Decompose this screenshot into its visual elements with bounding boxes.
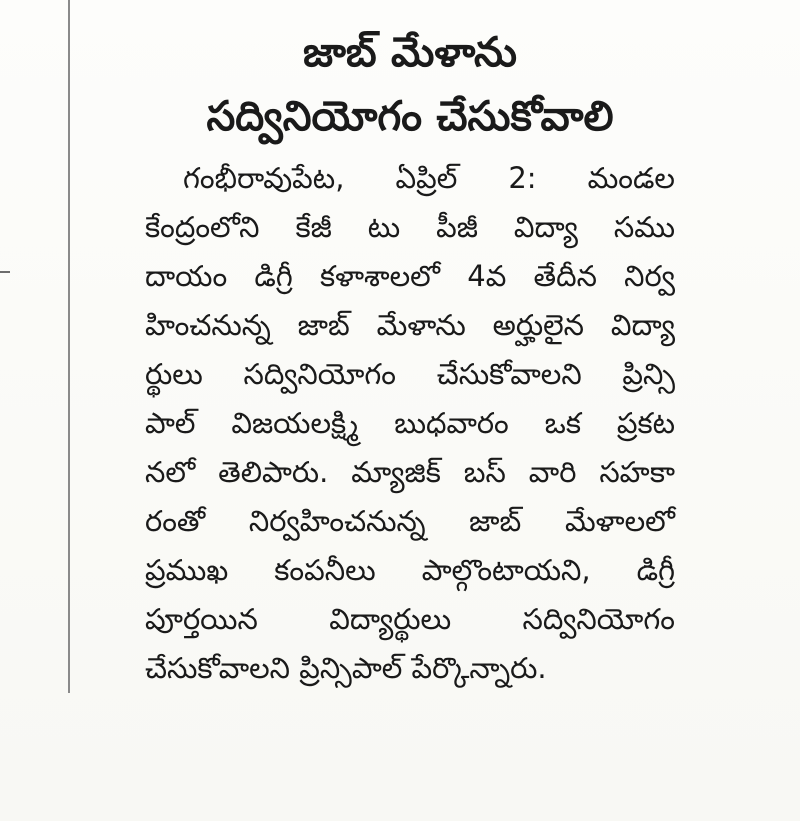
body-line: ప్రముఖ కంపనీలు పాల్గొంటాయని, డిగ్రీ	[145, 553, 675, 587]
body-line: గంభీరావుపేట, ఏప్రిల్ 2: మండల	[183, 161, 675, 195]
body-line: నలో తెలిపారు. మ్యాజిక్ బస్ వారి సహకా	[145, 455, 675, 489]
body-line: పూర్తయిన విద్యార్థులు సద్వినియోగం	[145, 602, 675, 636]
headline-line-1: జాబ్ మేళాను	[303, 28, 517, 76]
body-line: హించనున్న జాబ్ మేళాను అర్హులైన విద్యా	[145, 308, 675, 342]
headline-line-2: సద్వినియోగం చేసుకోవాలి	[206, 92, 614, 140]
body-line: పాల్ విజయలక్ష్మి బుధవారం ఒక ప్రకట	[145, 406, 675, 440]
body-line: ర్థులు సద్వినియోగం చేసుకోవాలని ప్రిన్సి	[145, 357, 675, 391]
body-line: రంతో నిర్వహించనున్న జాబ్ మేళాలలో	[145, 504, 675, 538]
news-article	[145, 20, 675, 693]
body-line: చేసుకోవాలని ప్రిన్సిపాల్ పేర్కొన్నారు.	[145, 651, 547, 685]
column-divider	[68, 0, 70, 693]
article-body	[145, 154, 675, 693]
article-headline	[145, 20, 675, 148]
column-rule-mark	[0, 271, 10, 273]
body-line: దాయం డిగ్రీ కళాశాలలో 4వ తేదీన నిర్వ	[145, 259, 675, 293]
body-line: కేంద్రంలోని కేజీ టు పీజీ విద్యా సము	[145, 210, 675, 244]
